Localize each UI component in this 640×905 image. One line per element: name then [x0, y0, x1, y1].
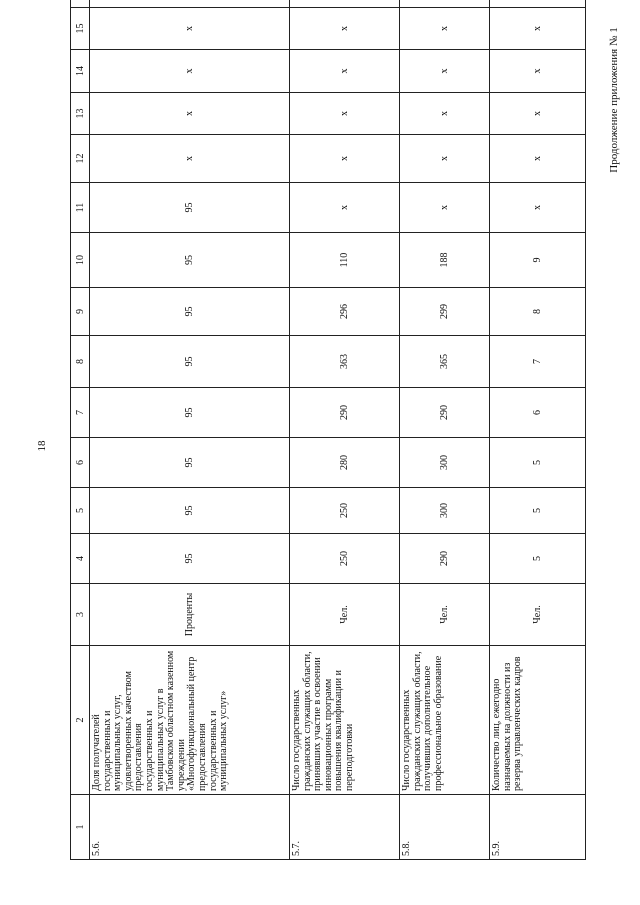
row-value: 9: [490, 233, 586, 288]
row-number: 5.9.: [490, 795, 586, 860]
row-value: 95: [90, 488, 290, 534]
row-value: 95: [90, 438, 290, 488]
row-value: [290, 0, 400, 8]
row-description: Число государственных гражданских служащих области, принявших участие в освоении инновационных программ повышения квалификации и переподготовки: [290, 646, 400, 795]
row-value: 290: [400, 534, 490, 584]
row-unit: Чел.: [490, 584, 586, 646]
row-value: 95: [90, 288, 290, 336]
row-value: 280: [290, 438, 400, 488]
col-header: 1: [71, 795, 90, 860]
table-row: [90, 0, 290, 860]
row-value: х: [400, 93, 490, 135]
row-value: 95: [90, 336, 290, 388]
table-row: [490, 0, 586, 860]
row-value: 95: [90, 388, 290, 438]
row-description: Доля получателей государственных и муниципальных услуг, удовлетворенных качеством предоставления государственных и муниципальных услуг в Тамбовском областном казенном учреждении «Многофункциональный центр предоставления государственных и муниципальных услуг»: [90, 646, 290, 795]
col-header: 10: [71, 233, 90, 288]
row-value: 299: [400, 288, 490, 336]
row-unit: Чел.: [400, 584, 490, 646]
col-header: [71, 0, 90, 8]
row-value: х: [490, 93, 586, 135]
row-value: 290: [400, 388, 490, 438]
row-value: 5: [490, 534, 586, 584]
table-body: [71, 0, 586, 860]
col-header: 2: [71, 646, 90, 795]
rotated-table-wrap: [70, 24, 584, 860]
col-header: 4: [71, 534, 90, 584]
row-value: 8: [490, 288, 586, 336]
row-value: х: [490, 135, 586, 183]
col-header: 14: [71, 50, 90, 93]
row-value: 95: [90, 534, 290, 584]
row-value: 290: [290, 388, 400, 438]
row-value: х: [490, 183, 586, 233]
col-header: 15: [71, 8, 90, 50]
row-number: 5.7.: [290, 795, 400, 860]
row-value: 110: [290, 233, 400, 288]
table-row: [400, 0, 490, 860]
row-value: х: [90, 8, 290, 50]
row-value: х: [400, 50, 490, 93]
row-value: 250: [290, 534, 400, 584]
row-value: х: [290, 93, 400, 135]
row-value: 188: [400, 233, 490, 288]
row-value: х: [400, 183, 490, 233]
row-value: х: [90, 93, 290, 135]
row-unit: Чел.: [290, 584, 400, 646]
row-value: х: [290, 183, 400, 233]
row-value: 300: [400, 488, 490, 534]
row-value: х: [290, 8, 400, 50]
row-value: х: [400, 8, 490, 50]
row-value: х: [490, 50, 586, 93]
row-value: [400, 0, 490, 8]
col-header: 6: [71, 438, 90, 488]
row-value: 5: [490, 488, 586, 534]
row-number: 5.6.: [90, 795, 290, 860]
row-value: [490, 0, 586, 8]
row-description: Количество лиц, ежегодно назначаемых на должности из резерва управленческих кадров: [490, 646, 586, 795]
row-value: [90, 0, 290, 8]
row-value: 363: [290, 336, 400, 388]
table-row: [290, 0, 400, 860]
row-value: 300: [400, 438, 490, 488]
page-number: 18: [36, 440, 48, 452]
row-value: х: [90, 135, 290, 183]
row-value: 250: [290, 488, 400, 534]
row-value: 95: [90, 183, 290, 233]
row-value: 95: [90, 233, 290, 288]
header-row: [71, 0, 90, 860]
row-unit: Проценты: [90, 584, 290, 646]
col-header: 8: [71, 336, 90, 388]
col-header: 3: [71, 584, 90, 646]
col-header: 9: [71, 288, 90, 336]
col-header: 12: [71, 135, 90, 183]
row-value: 7: [490, 336, 586, 388]
col-header: 5: [71, 488, 90, 534]
continuation-label: Продолжение приложения № 1: [608, 27, 620, 173]
row-description: Число государственных гражданских служащих области, получивших дополнительное профессиональное образование: [400, 646, 490, 795]
row-value: х: [490, 8, 586, 50]
row-value: х: [290, 50, 400, 93]
col-header: 13: [71, 93, 90, 135]
row-value: х: [290, 135, 400, 183]
row-value: 5: [490, 438, 586, 488]
row-value: 296: [290, 288, 400, 336]
row-value: х: [90, 50, 290, 93]
indicators-table: [70, 0, 586, 860]
col-header: 7: [71, 388, 90, 438]
col-header: 11: [71, 183, 90, 233]
row-value: х: [400, 135, 490, 183]
row-value: 365: [400, 336, 490, 388]
row-number: 5.8.: [400, 795, 490, 860]
row-value: 6: [490, 388, 586, 438]
